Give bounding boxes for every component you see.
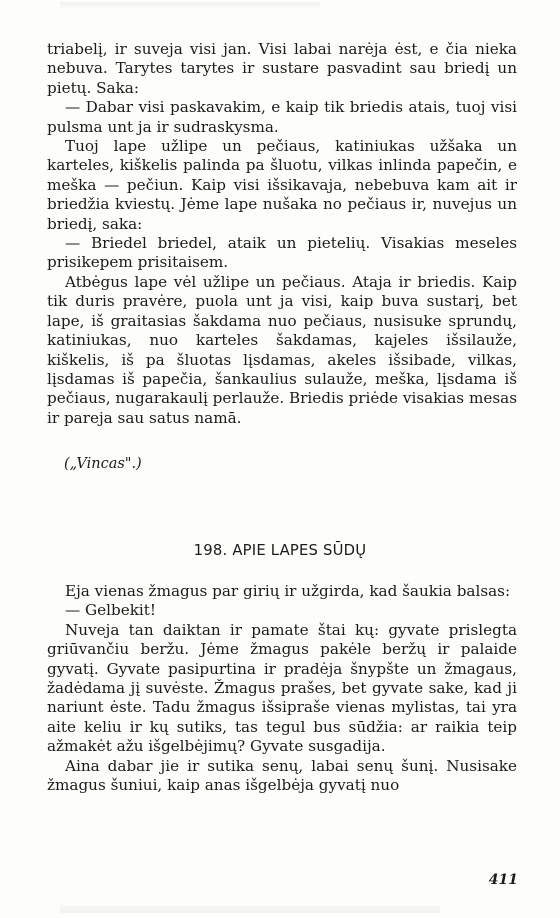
paragraph: triabelį, ir suveja visi jan. Visi labai narėja ėst, e čia nieka nebuva. Tarytes tarytes ir sustare pasvadint sau briedį un pietų. Saka:: [47, 40, 517, 97]
paragraph: Tuoj lape užlipe un pečiaus, katiniukas užšaka un karteles, kiškelis palinda pa šluotu, vilkas inlinda papečin, e meška — pečiun. Kaip visi išsikavaja, nebebuva kam ait ir briedžia kviestų. Jėme lape nušaka no pečiaus ir, nuvejus un briedį, saka:: [47, 137, 517, 233]
source-attribution: („Vincas".): [64, 456, 142, 472]
scan-shadow-bottom: [60, 905, 440, 913]
paragraph: Atbėgus lape vėl užlipe un pečiaus. Ataja ir briedis. Kaip tik duris pravėre, puola unt ja visi, kaip buva sustarį, bet lape, iš graitasias šakdama nuo pečiaus, nusisuke sprundų, katiniukas, nuo karteles šakdamas, kajeles išsilauže, kiškelis, iš pa šluotas lįsdamas, akeles išsibade, vilkas, lįsdamas iš papečia, šankaulius sulauže, meška, lįsdama iš pečiaus, nugarakaulį perlauže. Briedis priėde visakias mesas ir pareja sau satus namā.: [47, 272, 517, 427]
story-continuation: [47, 40, 517, 428]
paragraph: — Briedel briedel, ataik un pietelių. Visakias meseles prisikepem prisitaisem.: [47, 234, 517, 272]
page-number: 411: [488, 872, 518, 888]
scan-shadow-top: [60, 2, 320, 8]
paragraph: — Gelbekit!: [65, 601, 156, 620]
story-title: 198. APIE LAPES SŪDŲ: [193, 542, 367, 559]
paragraph: Nuveja tan daiktan ir pamate štai kų: gyvate prislegta griūvančiu beržu. Jėme žmagus pakėle beržų ir palaide gyvatį. Gyvate pasipurtina ir pradėja šnypšte un žmagaus, žadėdama jį suvėste. Žmagus prašes, bet gyvate sake, kad ji nariunt ėste. Tadu žmagus išsipraše vienas mylistas, tai yra aite keliu ir kų sutiks, tas tegul bus sūdžia: ar raikia teip ažmakėt ažu išgelbėjimų? Gyvate susgadija.: [47, 620, 517, 756]
story-body: [47, 582, 517, 795]
paragraph: — Dabar visi paskavakim, e kaip tik briedis atais, tuoj visi pulsma unt ja ir sudraskysma.: [47, 98, 517, 136]
paragraph: Aina dabar jie ir sutika senų, labai senų šunį. Nusisake žmagus šuniui, kaip anas išgelbėja gyvatį nuo: [47, 756, 517, 795]
paragraph: Eja vienas žmagus par girių ir užgirda, kad šaukia balsas:: [65, 582, 511, 600]
